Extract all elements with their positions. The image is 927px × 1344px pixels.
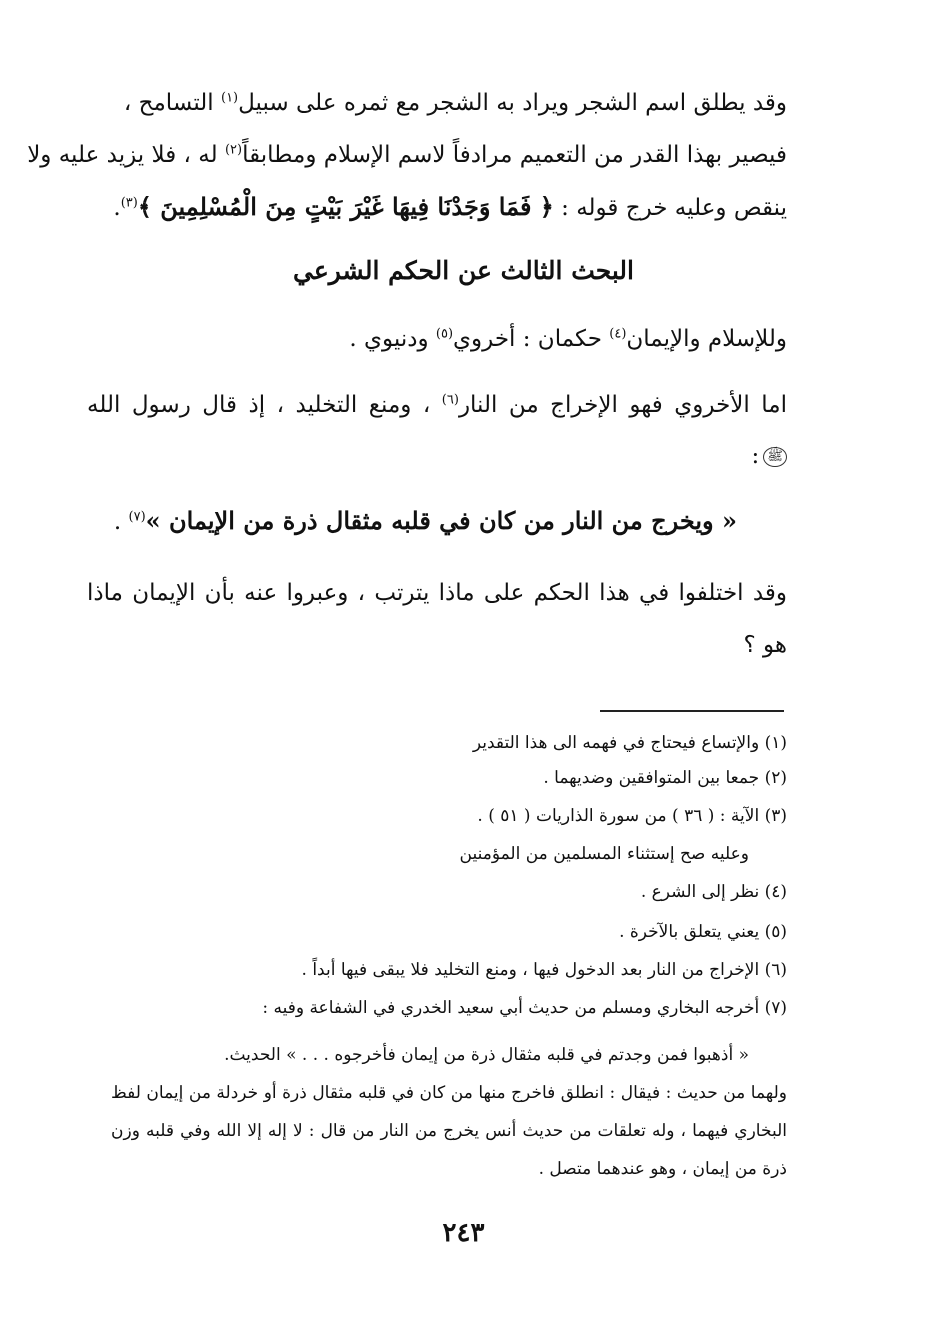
para4-line2: هو ؟ [743, 632, 787, 658]
footnote-ref-1: (١) [220, 90, 239, 106]
footnote-7: (٧) أخرجه البخاري ومسلم من حديث أبي سعيد الخدري في الشفاعة وفيه : [262, 998, 787, 1018]
para2 [87, 324, 787, 354]
para1-line2-end: له ، فلا يزيد عليه ولا [27, 142, 218, 168]
footnote-7-line1: ولهما من حديث : فيقال : انطلق فاخرج منها من كان في قلبه مثقال ذرة أو خردلة من إيمان لفظ [111, 1083, 787, 1103]
para2-part2: حكمان : أخروي [453, 326, 602, 352]
footnote-ref-4: (٤) [609, 326, 627, 342]
para1-line2 [27, 140, 787, 170]
footnote-7-line2: البخاري فيهما ، وله تعلقات من حديث أنس يخرج من النار من قال : لا إله إلا الله وفي قلبه وزن [111, 1121, 787, 1141]
para3-part2: ، ومنع التخليد ، إذ قال رسول الله [87, 392, 431, 418]
para1-line1 [87, 88, 787, 118]
para1-line2-text: فيصير بهذا القدر من التعميم مرادفاً لاسم الإسلام ومطابقاً [242, 142, 787, 168]
para1-line3-start: ينقص وعليه خرج قوله : [561, 195, 787, 221]
quran-verse: ﴿ فَمَا وَجَدْنَا فِيهَا غَيْرَ بَيْتٍ مِنَ الْمُسْلِمِينَ ﴾ [137, 192, 554, 221]
footnote-3: (٣) الآية : ( ٣٦ ) من سورة الذاريات ( ٥١ ) . [477, 806, 787, 826]
footnote-separator [600, 710, 784, 712]
para1-line3 [87, 192, 787, 223]
para3-line2 [87, 441, 787, 471]
para3-part1: اما الأخروي فهو الإخراج من النار [458, 392, 788, 418]
para2-part1: وللإسلام والإيمان [626, 326, 787, 352]
para3-line1 [87, 390, 787, 420]
footnote-3-continuation: وعليه صح إستثناء المسلمين من المؤمنين [459, 844, 749, 864]
salawat-symbol: ﷺ [763, 447, 787, 467]
page-number: ٢٤٣ [442, 1218, 485, 1248]
footnote-7-quote: « أذهبوا فمن وجدتم في قلبه مثقال ذرة من إيمان فأخرجوه . . . » الحديث. [224, 1045, 749, 1065]
para1-line3-end: . [113, 195, 121, 221]
para3-colon: : [751, 443, 760, 469]
footnote-ref-6: (٦) [441, 392, 459, 408]
hadith-end: . [113, 509, 122, 535]
footnote-7-line3: ذرة من إيمان ، وهو عندهما متصل . [538, 1159, 787, 1179]
para1-line1-text: وقد يطلق اسم الشجر ويراد به الشجر مع ثمره على سبيل [238, 90, 787, 116]
hadith-text: « ويخرج من النار من كان في قلبه مثقال ذرة من الإيمان » [145, 506, 737, 535]
para1-line1-end: التسامح ، [123, 90, 214, 116]
hadith-quote [113, 506, 737, 537]
section-heading: البحث الثالث عن الحكم الشرعي [292, 256, 634, 285]
footnote-ref-3: (٣) [120, 195, 138, 211]
footnote-ref-2: (٢) [224, 142, 243, 158]
footnote-ref-5: (٥) [435, 326, 454, 342]
footnote-4: (٤) نظر إلى الشرع . [640, 882, 787, 902]
para4-line1: وقد اختلفوا في هذا الحكم على ماذا يترتب ، وعبروا عنه بأن الإيمان ماذا [87, 580, 787, 606]
footnote-2: (٢) جمعا بين المتوافقين وضديهما . [543, 768, 787, 788]
footnote-6: (٦) الإخراج من النار بعد الدخول فيها ، ومنع التخليد فلا يبقى فيها أبداً . [301, 960, 787, 980]
para2-part3: ودنيوي . [349, 326, 429, 352]
footnote-5: (٥) يعني يتعلق بالآخرة . [619, 922, 787, 942]
footnote-ref-7: (٧) [128, 509, 146, 525]
footnote-1: (١) والإتساع فيحتاج في فهمه الى هذا التقدير [472, 733, 787, 753]
